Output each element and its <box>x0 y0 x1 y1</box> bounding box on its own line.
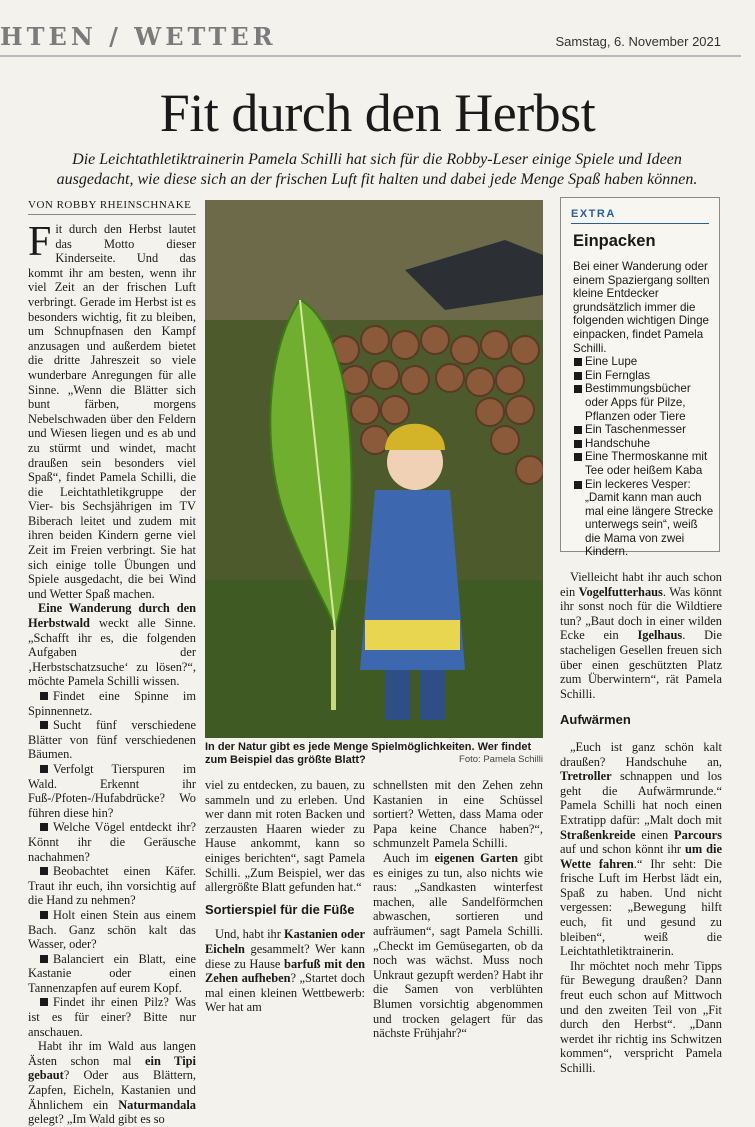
drop-cap: F <box>28 219 52 265</box>
column-3 <box>373 778 543 1041</box>
text: . Was könnt ihr sonst noch für die Wildtiere tun? „Baut doch in einer wilden Ecke ein <box>560 584 722 643</box>
text: .“ Ihr seht: Die frische Luft im Herbst lädt ein, Spaß zu haben. Und nicht vergessen: „Bewegung hilft euch, fit und gesund zu bleiben“, weiß die Leichtathletiktrainerin. <box>560 856 722 959</box>
text: Auch im <box>383 850 435 865</box>
text: Habt ihr im Wald aus langen Ästen schon mal <box>28 1039 196 1068</box>
checklist-item: Eine Lupe <box>573 355 715 369</box>
bold-phrase: barfuß mit den Zehen aufheben <box>205 956 365 986</box>
header-rule <box>0 55 741 57</box>
checklist-item: Ein Fernglas <box>573 369 715 383</box>
bold-phrase: Straßenkreide <box>560 827 636 842</box>
text: gesammelt? Wer kann diese zu Hause <box>205 941 365 971</box>
extra-intro: Bei einer Wanderung oder einem Spaziergang sollten kleine Entdecker grundsätzlich immer die folgenden wichtigen Dinge einpacken, findet Pamela Schilli. <box>573 260 710 355</box>
checklist <box>573 355 715 559</box>
text: ? „Startet doch mal einen kleinen Wettbewerb: Wer hat am <box>205 971 366 1015</box>
bold-phrase: Parcours <box>674 827 722 842</box>
text: Vielleicht habt ihr auch schon ein <box>560 570 722 599</box>
extra-title: Einpacken <box>573 232 656 250</box>
article-photo <box>205 200 543 738</box>
subheading: Sortierspiel für die Füße <box>205 901 355 917</box>
list-item: Beobachtet einen Käfer. Traut ihr euch, ihn vorsichtig auf die Hand zu nehmen? <box>28 864 196 908</box>
checklist-item: Bestimmungsbücher oder Apps für Pilze, Pflanzen oder Tiere <box>573 382 715 423</box>
issue-date: Samstag, 6. November 2021 <box>555 34 721 49</box>
column-2 <box>205 778 365 1015</box>
extra-label: EXTRA <box>571 208 616 220</box>
byline-rule <box>28 214 196 215</box>
lead-paragraph: Die Leichtathletiktrainerin Pamela Schilli hat sich für die Robby-Leser einige Spiele und Ideen ausgedacht, wie diese sich an der frischen Luft fit halten und dabei jede Menge Spaß haben können. <box>56 151 698 188</box>
bold-phrase: eigenen Garten <box>434 850 518 865</box>
checklist-item: Ein Taschenmesser <box>573 423 715 437</box>
text: ? Oder aus Blättern, Zapfen, Eicheln, Kastanien und Ähnlichem ein <box>28 1068 196 1112</box>
list-item: Verfolgt Tierspuren im Wald. Erkennt ihr Fuß-/Pfoten-/Hufabdrücke? Wo führen diese hin? <box>28 761 196 820</box>
paragraph: schnellsten mit den Zehen zehn Kastanien in eine Schüssel sortiert? Wetten, dass Mama oder Papa keine Chance haben?“, schmunzelt Pamela Schilli. <box>373 778 543 851</box>
list-item: Findet ihr einen Pilz? Was ist es für einer? Bitte nur anschauen. <box>28 995 196 1039</box>
text: auf und schon könnt ihr <box>560 842 685 857</box>
photo-illustration <box>205 200 543 738</box>
paragraph: weckt alle Sinne. „Schafft ihr es, die folgenden Aufgaben der ‚Herbstschatzsuche‘ zu lösen?“, möchte Pamela Schilli wissen. <box>28 616 196 689</box>
extra-text <box>573 260 715 559</box>
list-item: Holt einen Stein aus einem Bach. Ganz schön kalt das Wasser, oder? <box>28 907 196 952</box>
photo-credit: Foto: Pamela Schilli <box>459 754 543 765</box>
headline: Fit durch den Herbst <box>159 83 596 143</box>
paragraph: viel zu entdecken, zu bauen, zu sammeln und zu erleben. Und wer dann mit roten Backen und zerzausten Haaren wieder zu Hause ankommt, kann so einiges berichten“, sagt Pamela Schilli. „Zum Beispiel, wer das allergrößte Blatt gefunden hat.“ <box>205 778 365 895</box>
list-item: Sucht fünf verschiedene Blätter von fünf verschiedenen Bäumen. <box>28 718 196 762</box>
photo-caption: In der Natur gibt es jede Menge Spielmöglichkeiten. Wer findet zum Beispiel das größte Blatt? <box>205 741 532 766</box>
paragraph: it durch den Herbst lautet das Motto dieser Kinderseite. Und das kommt ihr am besten, wenn ihr viel Zeit an der frischen Luft verbringt. Gerade im Herbst ist es besonders wichtig, fit zu bleiben, um Schnupfnasen den Kampf anzusagen und außerdem bietet die dritte Jahreszeit so viele wunderbare Anregungen für alle Sinne. „Wenn die Blätter sich bunt färben, morgens Nebelschwaden über den Feldern und Wiesen liegen und es ab und zu stürmt und windet, macht draußen sein besonders viel Spaß“, findet Pamela Schilli, die die Leichtathletikgruppe der Vier- bis Sechsjährigen im TV Biberach leitet und zudem mit ihren beiden Kindern gerne viel Zeit im Freien verbringt. Sie hat sich einige tolle Übungen und Spiele ausgedacht, die bei Wind und Wetter Spaß machen. <box>28 222 196 601</box>
text: . Die stacheligen Gesellen freuen sich über einen geschützten Platz zum Überwintern“, rät Pamela Schilli. <box>560 628 722 701</box>
text: gibt es einiges zu tun, also nichts wie raus: „Sandkasten winterfest machen, alle Sandelförmchen abwaschen, sortieren und aufräumen“, sagt Pamela Schilli. „Checkt im Gemüsegarten, ob da noch was wächst. Muss noch Unkraut gezupft werden? Habt ihr die Samen von verblühten Blumen vorsichtig abgenommen und trocken gelagert für das nächste Frühjahr?“ <box>373 850 543 1041</box>
text: Und, habt ihr <box>215 927 285 942</box>
bold-phrase: ein Tipi gebaut <box>28 1053 196 1083</box>
bold-phrase: Eine Wanderung durch den Herbstwald <box>28 601 196 631</box>
section-header: HTEN / WETTER <box>0 22 277 51</box>
subheading: Aufwärmen <box>560 712 631 728</box>
list-item: Welche Vögel entdeckt ihr? Könnt ihr die Geräusche nachahmen? <box>28 820 196 864</box>
list-item: Balanciert ein Blatt, eine Kastanie oder einen Tannenzapfen auf eurem Kopf. <box>28 951 196 995</box>
paragraph: Ihr möchtet noch mehr Tipps für Bewegung draußen? Dann freut euch schon auf Mittwoch und den zweiten Teil von „Fit durch den Herbst“. „Dann werdet ihr richtig ins Schwitzen kommen“, verspricht Pamela Schilli. <box>560 958 722 1075</box>
checklist-item: Ein leckeres Vesper: „Damit kann man auch mal eine längere Strecke unterwegs sein“, weiß die Mama von zwei Kindern. <box>573 478 715 560</box>
bold-phrase: Naturmandala <box>118 1097 196 1112</box>
text: einen <box>635 827 675 842</box>
column-4 <box>560 570 722 1076</box>
bold-phrase: Tretroller <box>560 769 612 784</box>
list-item: Findet eine Spinne im Spinnennetz. <box>28 689 196 718</box>
bold-phrase: Igelhaus <box>637 628 683 643</box>
extra-rule <box>571 223 709 224</box>
column-1 <box>28 219 196 1127</box>
checklist-item: Eine Thermoskanne mit Tee oder heißem Kaba <box>573 450 715 477</box>
byline: VON ROBBY RHEINSCHNAKE <box>28 199 192 211</box>
text: gelegt? „Im Wald gibt es so <box>28 1112 165 1127</box>
bold-phrase: Kastanien oder Eicheln <box>205 927 366 956</box>
bold-phrase: Vogelfutterhaus <box>578 584 663 599</box>
text: schnappen und los geht die Aufwärmrunde.“ Pamela Schilli hat noch einen Extratipp dafür: „Malt doch mit <box>560 769 722 827</box>
text: „Euch ist ganz schön kalt draußen? Handschuhe an, <box>560 739 722 769</box>
bold-phrase: um die Wette fahren <box>560 842 722 871</box>
checklist-item: Handschuhe <box>573 437 715 451</box>
extra-box <box>560 197 720 559</box>
